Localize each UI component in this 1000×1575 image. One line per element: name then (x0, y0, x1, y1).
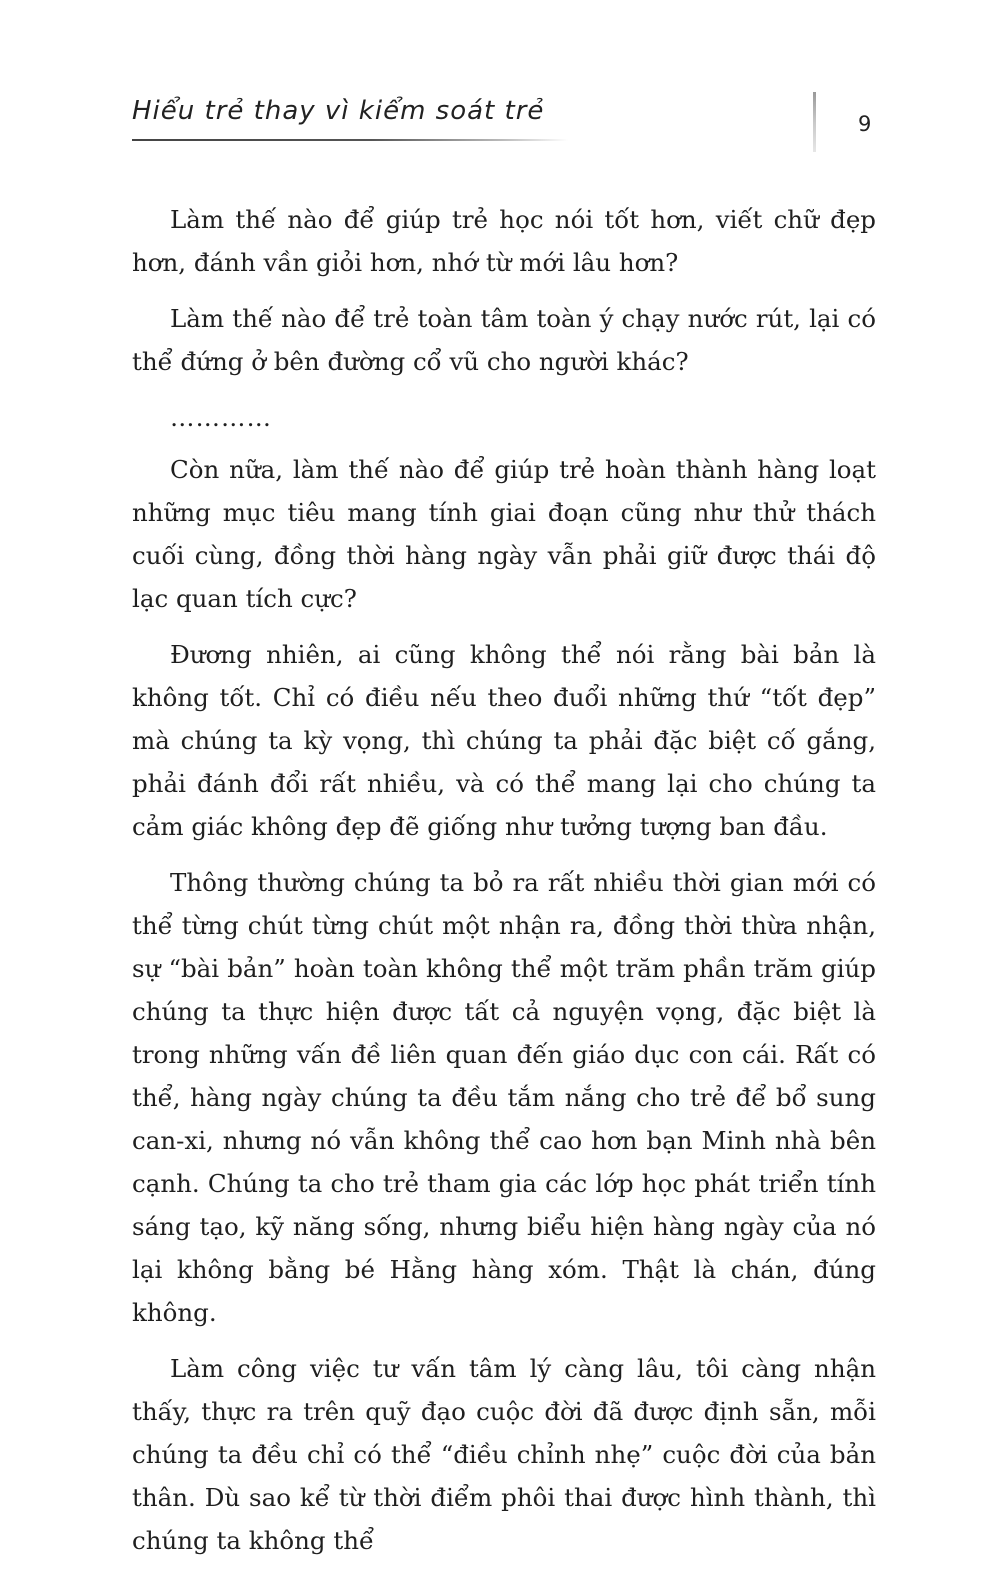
header-vertical-divider (813, 92, 816, 152)
header-underline (132, 139, 568, 141)
paragraph-2: Làm thế nào để trẻ toàn tâm toàn ý chạy nước rút, lại có thể đứng ở bên đường cổ vũ cho người khác? (132, 304, 876, 376)
ellipsis-line: ………… (170, 403, 272, 432)
paragraph-4: Đương nhiên, ai cũng không thể nói rằng bài bản là không tốt. Chỉ có điều nếu theo đuổi những thứ “tốt đẹp” mà chúng ta kỳ vọng, thì chúng ta phải đặc biệt cố gắng, phải đánh đổi rất nhiều, và có thể mang lại cho chúng ta cảm giác không đẹp đẽ giống như tưởng tượng ban đầu. (132, 640, 876, 841)
running-header-title: Hiểu trẻ thay vì kiểm soát trẻ (132, 96, 545, 126)
paragraph-1: Làm thế nào để giúp trẻ học nói tốt hơn, viết chữ đẹp hơn, đánh vần giỏi hơn, nhớ từ mới lâu hơn? (132, 205, 876, 277)
body-text (132, 198, 876, 1575)
page-number: 9 (858, 112, 872, 136)
paragraph-6: Làm công việc tư vấn tâm lý càng lâu, tôi càng nhận thấy, thực ra trên quỹ đạo cuộc đời đã được định sẵn, mỗi chúng ta đều chỉ có thể “điều chỉnh nhẹ” cuộc đời của bản thân. Dù sao kể từ thời điểm phôi thai được hình thành, thì chúng ta không thể (132, 1354, 876, 1555)
paragraph-5: Thông thường chúng ta bỏ ra rất nhiều thời gian mới có thể từng chút từng chút một nhận ra, đồng thời thừa nhận, sự “bài bản” hoàn toàn không thể một trăm phần trăm giúp chúng ta thực hiện được tất cả nguyện vọng, đặc biệt là trong những vấn đề liên quan đến giáo dục con cái. Rất có thể, hàng ngày chúng ta đều tắm nắng cho trẻ để bổ sung can-xi, nhưng nó vẫn không thể cao hơn bạn Minh nhà bên cạnh. Chúng ta cho trẻ tham gia các lớp học phát triển tính sáng tạo, kỹ năng sống, nhưng biểu hiện hàng ngày của nó lại không bằng bé Hằng hàng xóm. Thật là chán, đúng không. (132, 868, 876, 1327)
paragraph-3: Còn nữa, làm thế nào để giúp trẻ hoàn thành hàng loạt những mục tiêu mang tính giai đoạn cũng như thử thách cuối cùng, đồng thời hàng ngày vẫn phải giữ được thái độ lạc quan tích cực? (132, 455, 876, 613)
